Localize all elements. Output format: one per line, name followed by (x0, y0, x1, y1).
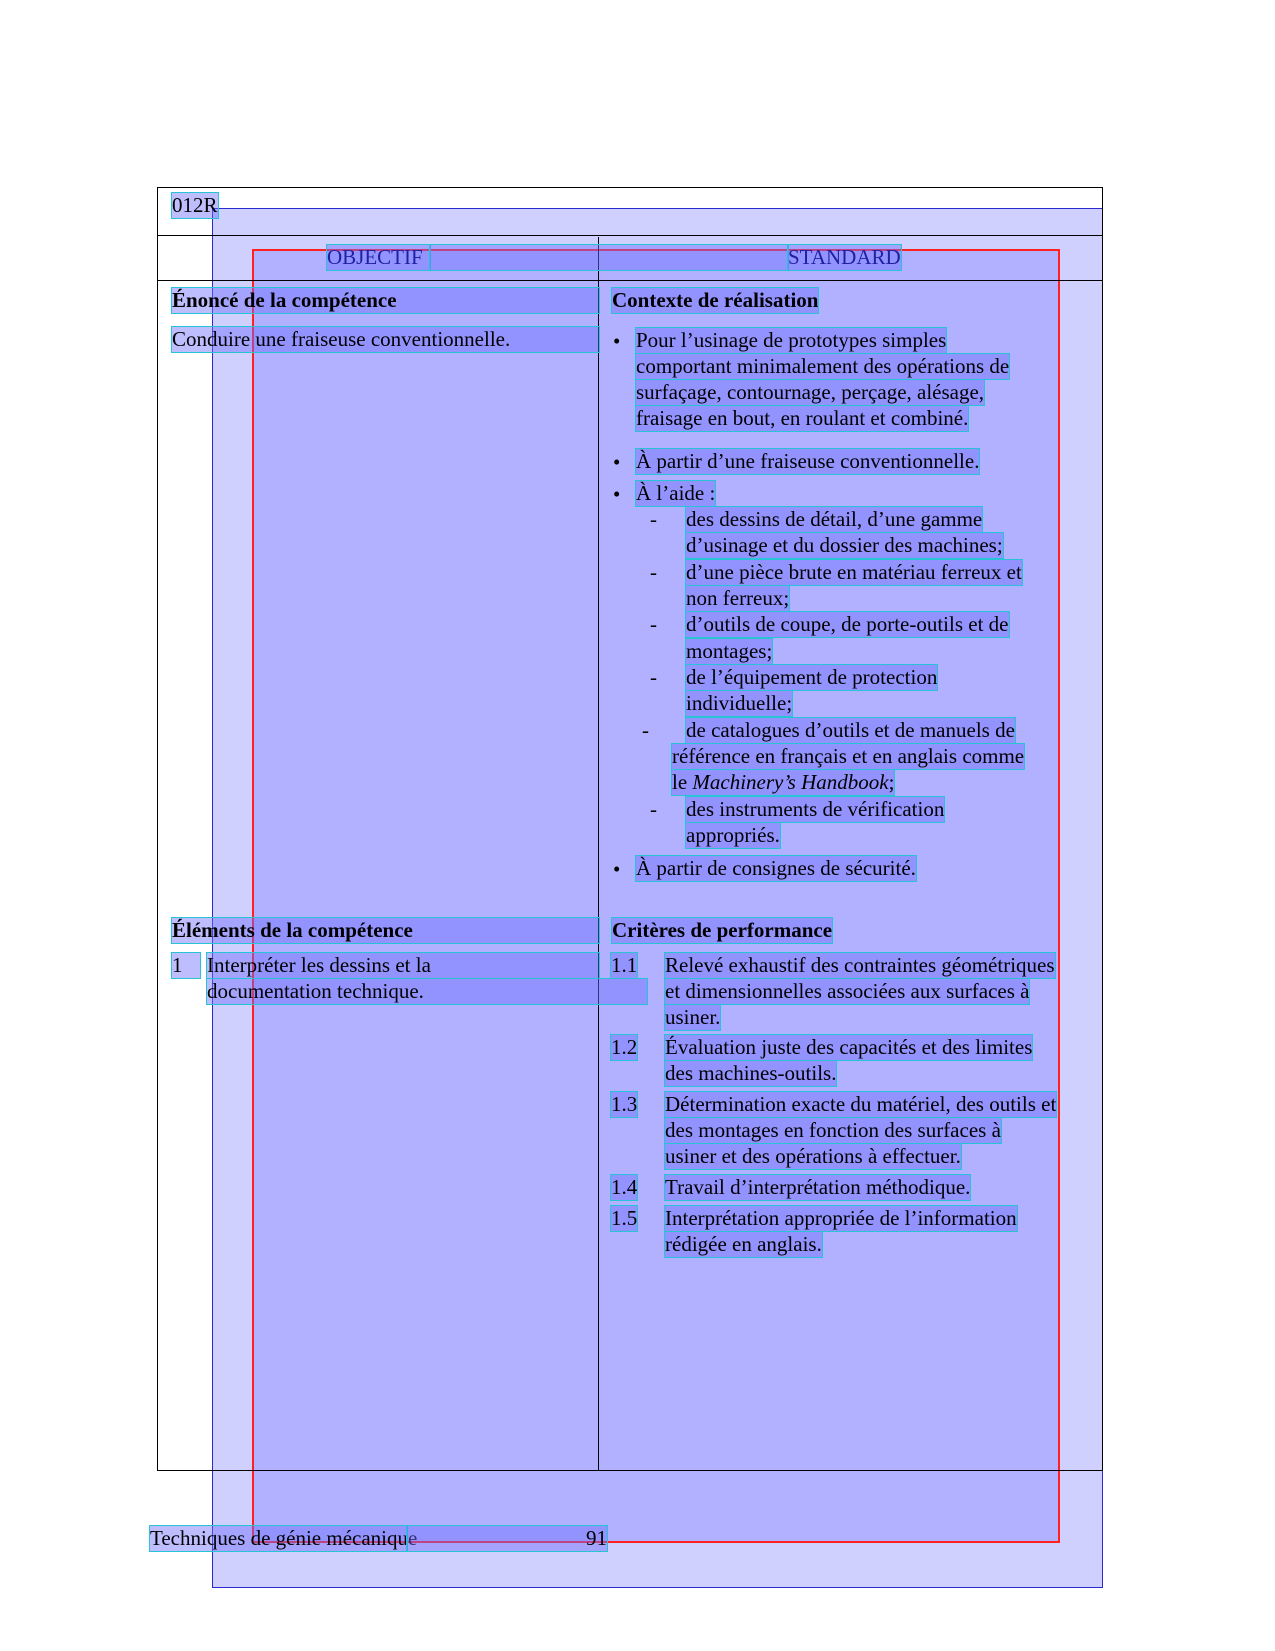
dash-5: - (642, 718, 649, 742)
footer-program: Techniques de génie mécanique (150, 1526, 418, 1550)
bullet-1: • (613, 329, 621, 353)
criterion-3-line-1: Détermination exacte du matériel, des outils et (665, 1092, 1057, 1116)
dash-4: - (650, 665, 657, 689)
criterion-2-line-1: Évaluation juste des capacités et des limites (665, 1035, 1033, 1059)
sub-5-line-3: le Machinery’s Handbook; (672, 770, 895, 794)
criterion-1-number: 1.1 (611, 953, 638, 977)
divider-code (157, 235, 1103, 236)
sub-4-line-1: de l’équipement de protection (686, 665, 938, 689)
criterion-2-number: 1.2 (611, 1035, 638, 1059)
elements-heading: Éléments de la compétence (172, 918, 599, 943)
sub-3-line-2: montages; (686, 639, 773, 663)
header-standard: STANDARD (788, 245, 901, 269)
competence-code: 012R (172, 193, 218, 217)
column-divider (598, 237, 599, 1470)
criterion-4-line-1: Travail d’interprétation méthodique. (665, 1175, 971, 1199)
sub-6-line-2: appropriés. (686, 823, 780, 847)
context-heading: Contexte de réalisation (612, 288, 819, 312)
bullet-2: • (613, 450, 621, 474)
sub-6-line-1: des instruments de vérification (686, 797, 945, 821)
criterion-5-number: 1.5 (611, 1206, 638, 1230)
criterion-3-number: 1.3 (611, 1092, 638, 1116)
context-b2: À partir d’une fraiseuse conventionnelle. (636, 449, 980, 473)
dash-6: - (650, 797, 657, 821)
sub-1-line-1: des dessins de détail, d’une gamme (686, 507, 983, 531)
criterion-2-line-2: des machines-outils. (665, 1061, 837, 1085)
criterion-4-number: 1.4 (611, 1175, 638, 1199)
sub-5-line-1: de catalogues d’outils et de manuels de (686, 718, 1015, 742)
sub-2-line-2: non ferreux; (686, 586, 790, 610)
dash-3: - (650, 612, 657, 636)
context-b3: À l’aide : (636, 481, 716, 505)
criterion-3-line-2: des montages en fonction des surfaces à (665, 1118, 1001, 1142)
sub-2-line-1: d’une pièce brute en matériau ferreux et (686, 560, 1022, 584)
criterion-1-line-1: Relevé exhaustif des contraintes géométriques (665, 953, 1055, 977)
bullet-3: • (613, 482, 621, 506)
sub-4-line-2: individuelle; (686, 691, 793, 715)
sub-3-line-1: d’outils de coupe, de porte-outils et de (686, 612, 1009, 636)
header-gap (430, 245, 788, 270)
header-objective: OBJECTIF (327, 245, 430, 270)
criterion-3-line-3: usiner et des opérations à effectuer. (665, 1144, 961, 1168)
criterion-5-line-1: Interprétation appropriée de l’information (665, 1206, 1017, 1230)
context-b1-line-2: comportant minimalement des opérations de (636, 354, 1010, 378)
element-line-2: documentation technique. (207, 979, 647, 1004)
context-b1-line-1: Pour l’usinage de prototypes simples (636, 328, 947, 352)
dash-2: - (650, 560, 657, 584)
sub-1-line-2: d’usinage et du dossier des machines; (686, 533, 1003, 557)
competence-heading: Énoncé de la compétence (172, 288, 599, 313)
criterion-5-line-2: rédigée en anglais. (665, 1232, 822, 1256)
context-b1-line-4: fraisage en bout, en roulant et combiné. (636, 406, 969, 430)
dash-1: - (650, 507, 657, 531)
element-line-1: Interpréter les dessins et la (207, 953, 599, 978)
bullet-4: • (613, 857, 621, 881)
element-number: 1 (172, 953, 200, 978)
criterion-1-line-2: et dimensionnelles associées aux surfaces à (665, 979, 1030, 1003)
competence-statement: Conduire une fraiseuse conventionnelle. (172, 327, 599, 352)
sub-5-line-2: référence en français et en anglais comme (672, 744, 1025, 768)
context-b4: À partir de consignes de sécurité. (636, 856, 916, 880)
divider-header (157, 280, 1103, 281)
footer-page-number: 91 (407, 1526, 607, 1551)
criteria-heading: Critères de performance (612, 918, 833, 942)
criterion-1-line-3: usiner. (665, 1005, 721, 1029)
context-b1-line-3: surfaçage, contournage, perçage, alésage, (636, 380, 985, 404)
